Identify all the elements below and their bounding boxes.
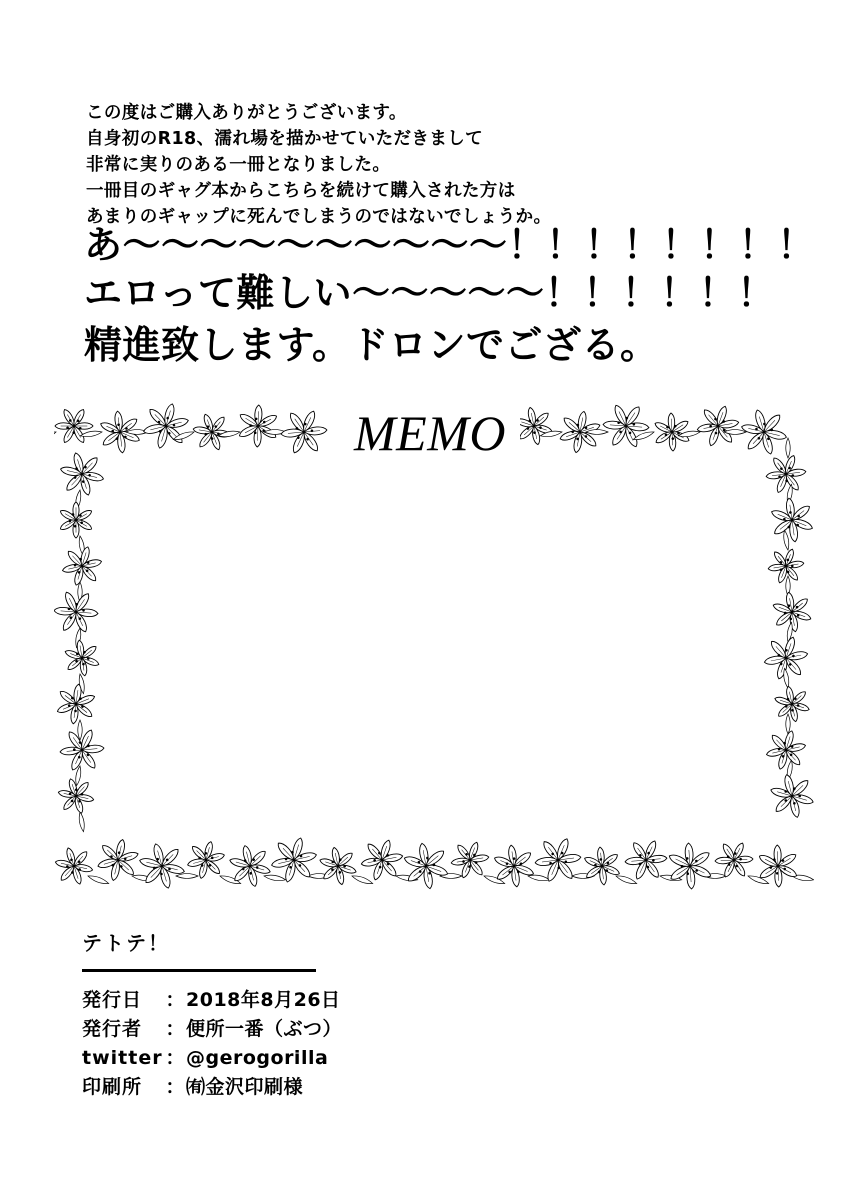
publisher-row: [82, 1014, 482, 1043]
memo-title: MEMO: [340, 404, 520, 462]
lily-flower-icon: [135, 838, 190, 894]
info-key: 発行日: [82, 989, 143, 1011]
leaf-icon: [78, 812, 86, 832]
lily-flower-icon: [485, 837, 543, 894]
shout-line-2: エロって難しい〜〜〜〜〜！！！！！！: [84, 271, 776, 315]
leaf-icon: [615, 874, 637, 886]
publish-date-row: [82, 985, 482, 1014]
intro-line: この度はご購入ありがとうございます。: [86, 103, 407, 123]
leaf-icon: [78, 720, 82, 740]
intro-line: あまりのギャップに死んでしまうのではないでしょうか。: [86, 207, 552, 227]
floral-border-icon: [54, 396, 814, 912]
lily-flower-icon: [134, 396, 197, 458]
info-separator: ：: [165, 989, 185, 1011]
info-key: twitter: [82, 1047, 163, 1069]
colophon: [82, 928, 482, 958]
info-value: @gerogorilla: [186, 1047, 329, 1069]
leaf-icon: [786, 438, 790, 458]
lily-flower-icon: [314, 843, 361, 889]
lily-flower-icon: [55, 408, 93, 444]
colophon-divider: [82, 969, 316, 972]
memo-floral-frame: [54, 396, 814, 912]
lily-flower-icon: [767, 679, 814, 729]
lily-flower-icon: [764, 453, 808, 496]
lily-flower-icon: [400, 840, 451, 893]
leaf-icon: [54, 430, 57, 442]
lily-flower-icon: [59, 636, 105, 681]
info-separator: ：: [165, 1047, 185, 1069]
lily-flower-icon: [689, 397, 747, 455]
info-separator: ：: [165, 1018, 185, 1040]
lily-flower-icon: [54, 590, 99, 635]
leaf-icon: [786, 714, 790, 734]
shout-line-3: 精進致します。ドロンでござる。: [84, 323, 659, 367]
intro-line: 自身初のR18、濡れ場を描かせていただきまして: [86, 129, 484, 149]
colophon-info: [82, 985, 482, 1101]
lily-flower-icon: [54, 844, 96, 887]
twitter-row: [82, 1043, 482, 1072]
book-title: テトテ！: [82, 931, 170, 955]
leaf-icon: [87, 874, 109, 886]
info-value: 便所一番（ぶつ）: [186, 1018, 343, 1040]
shout-line-1: あ〜〜〜〜〜〜〜〜〜〜！！！！！！！！: [84, 223, 816, 267]
afterword-intro: [86, 100, 806, 230]
lily-flower-icon: [762, 727, 810, 773]
lily-flower-icon: [765, 770, 814, 822]
intro-line: 一冊目のギャグ本からこちらを続けて購入された方は: [86, 181, 516, 201]
lily-flower-icon: [274, 402, 333, 462]
lily-flower-icon: [764, 492, 814, 547]
leaf-icon: [351, 874, 373, 886]
info-value: 2018年8月26日: [186, 989, 341, 1011]
info-key: 印刷所: [82, 1076, 143, 1098]
lily-flower-icon: [237, 404, 278, 447]
lily-flower-icon: [577, 842, 626, 890]
lily-flower-icon: [54, 444, 112, 505]
lily-flower-icon: [54, 496, 100, 544]
lily-flower-icon: [221, 837, 279, 895]
leaf-icon: [782, 530, 790, 550]
leaf-icon: [264, 874, 287, 883]
leaf-icon: [176, 874, 198, 879]
intro-line: 非常に実りのある一冊となりました。: [86, 155, 391, 175]
printer-row: [82, 1072, 482, 1101]
info-separator: ：: [165, 1076, 185, 1098]
info-value: ㈲金沢印刷様: [186, 1076, 304, 1098]
lily-flower-icon: [54, 720, 112, 780]
lily-flower-icon: [602, 403, 651, 450]
lily-flower-icon: [750, 838, 807, 894]
lily-flower-icon: [667, 842, 714, 891]
info-key: 発行者: [82, 1018, 143, 1040]
